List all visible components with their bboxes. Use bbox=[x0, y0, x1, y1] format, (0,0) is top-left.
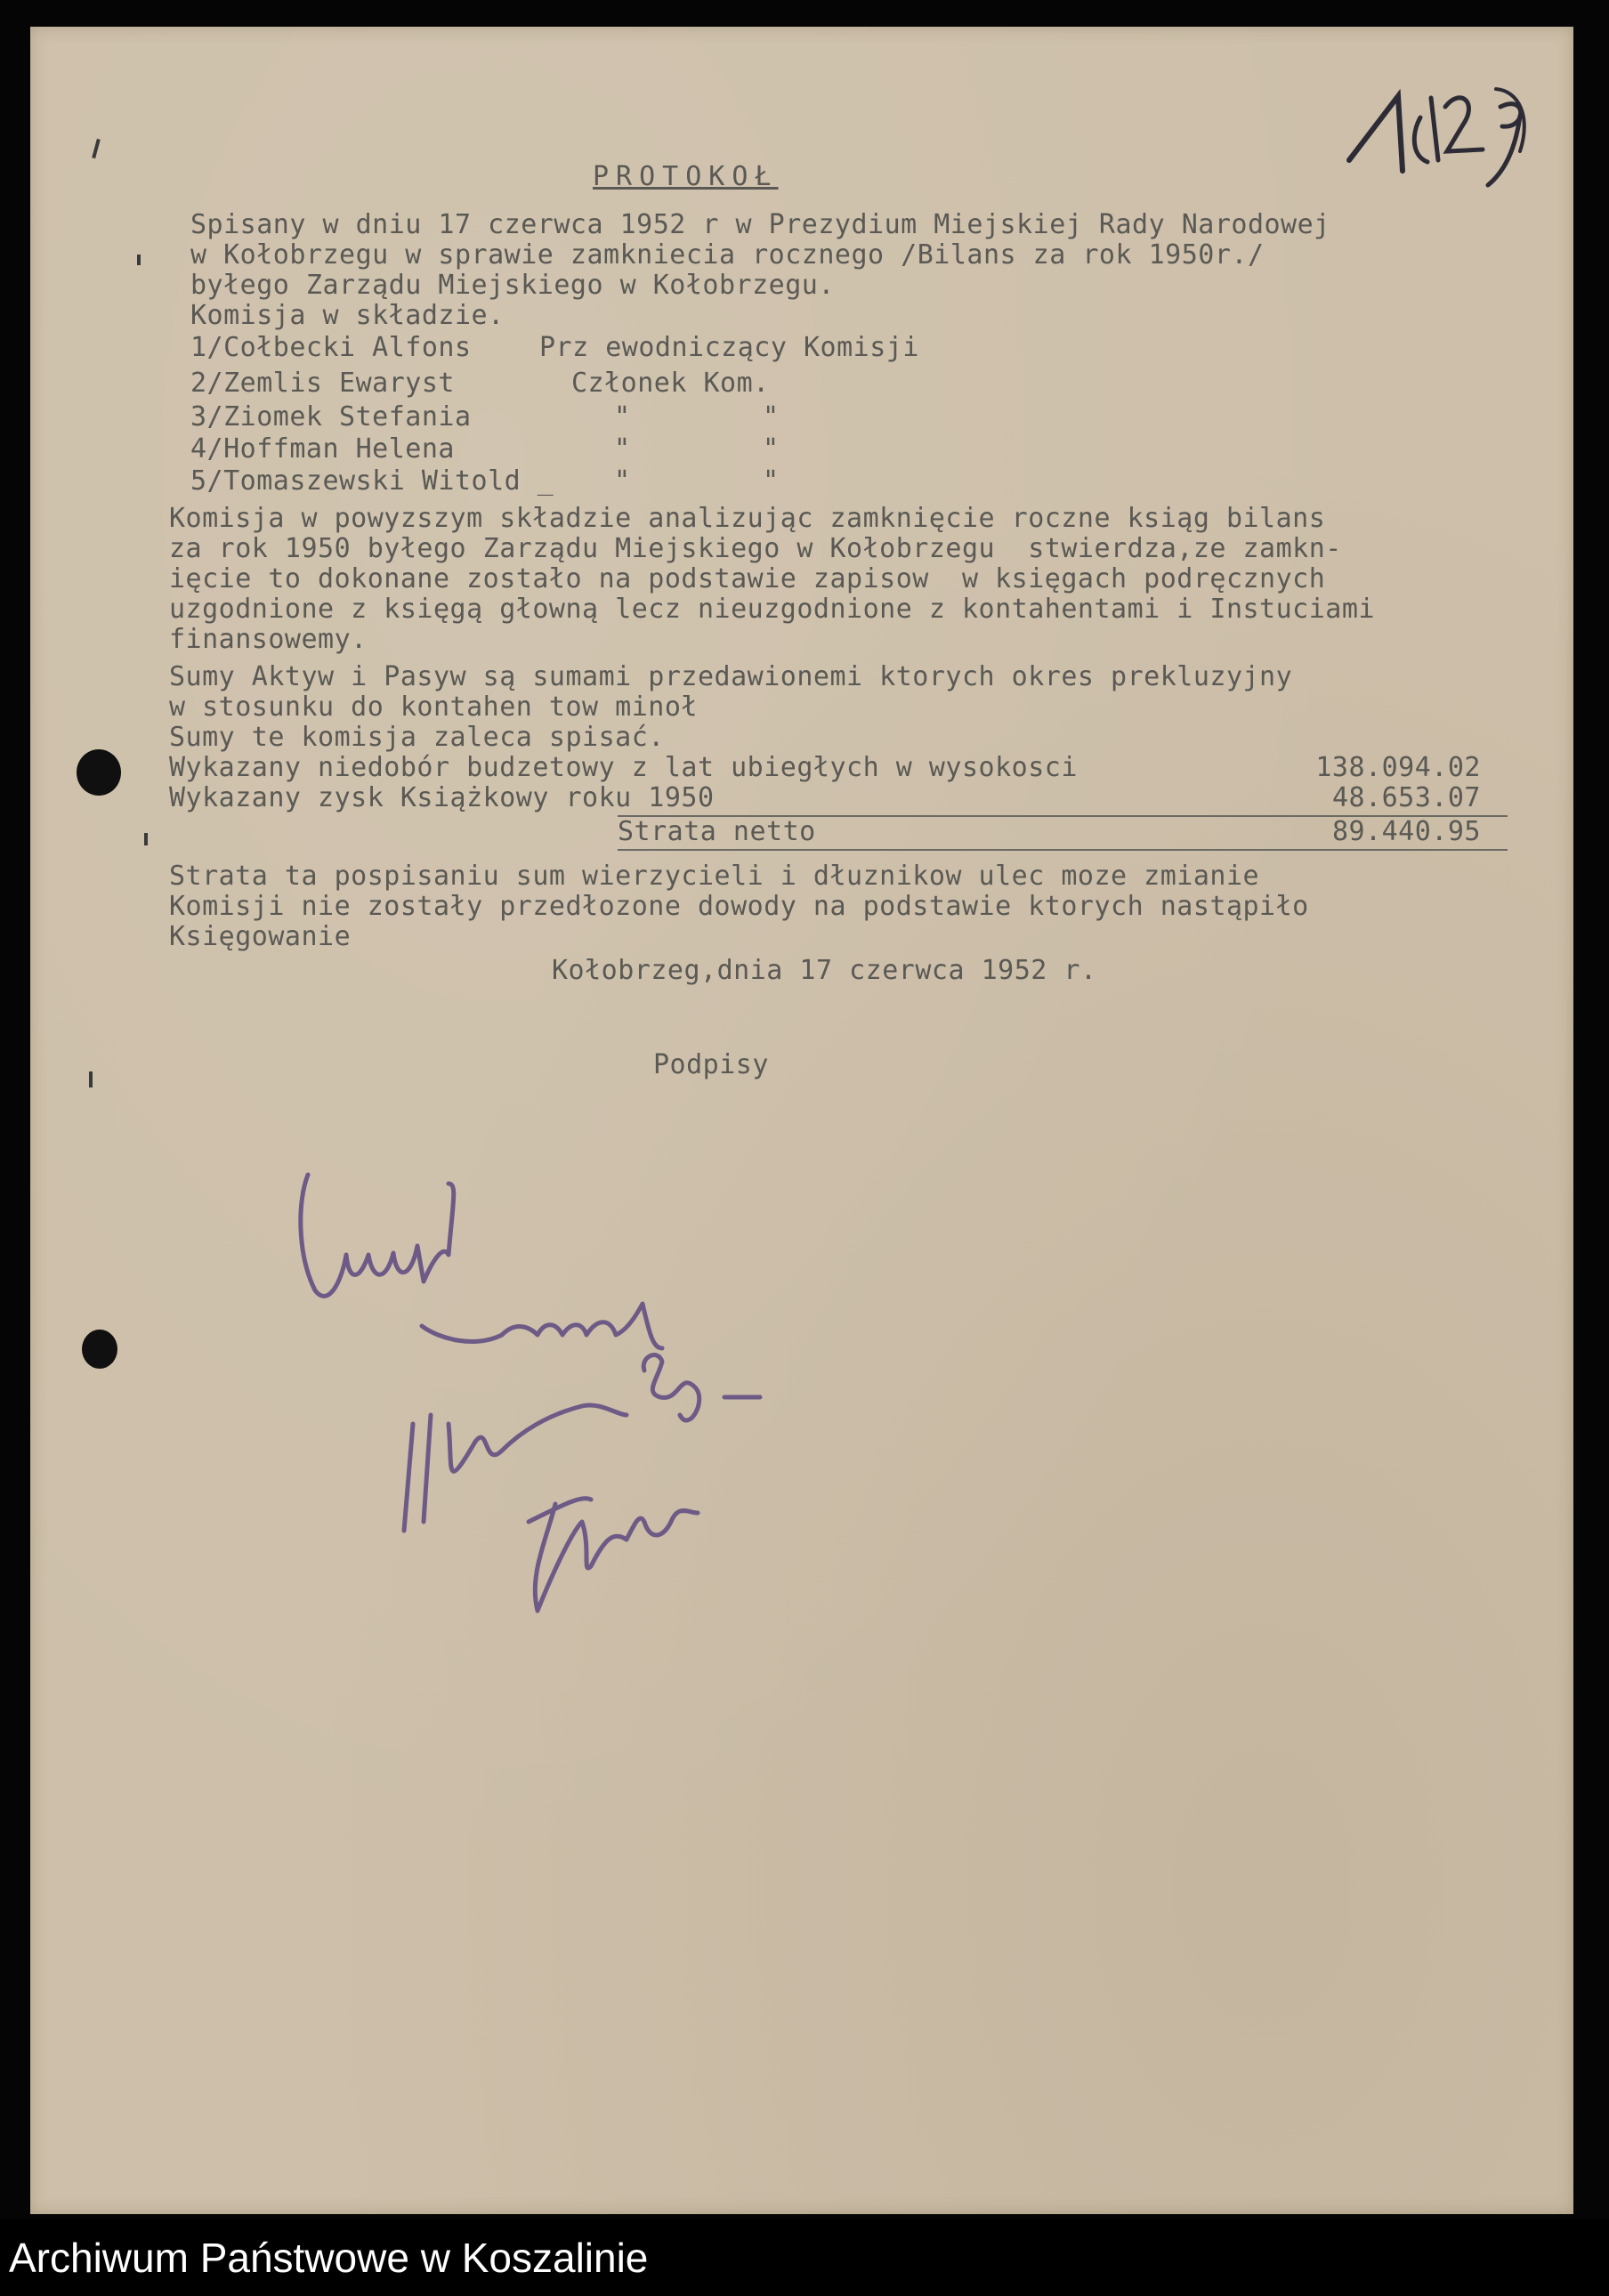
handwritten-signatures bbox=[262, 1148, 885, 1646]
signature-stroke bbox=[535, 1504, 698, 1611]
intro-line: byłego Zarządu Miejskiego w Kołobrzegu. bbox=[190, 270, 835, 301]
member-name: 3/Ziomek Stefania bbox=[190, 401, 472, 433]
financial-amount: 48.653.07 bbox=[1331, 782, 1481, 813]
signature-stroke bbox=[301, 1175, 454, 1296]
intro-line: w Kołobrzegu w sprawie zamkniecia rocznego /Bilans za rok 1950r./ bbox=[190, 239, 1265, 271]
member-name: 4/Hoffman Helena bbox=[190, 433, 455, 465]
archive-caption: Archiwum Państwowe w Koszalinie bbox=[0, 2219, 1609, 2296]
intro-line: Spisany w dniu 17 czerwca 1952 r w Prezydium Miejskiej Rady Narodowej bbox=[190, 209, 1330, 240]
financial-label: Wykazany zysk Książkowy roku 1950 bbox=[169, 782, 715, 813]
body-line: Sumy Aktyw i Pasyw są sumami przedawionemi ktorych okres prekluzyjny bbox=[169, 661, 1293, 692]
member-role: Członek Kom. bbox=[571, 368, 770, 399]
financial-amount: 89.440.95 bbox=[1331, 816, 1481, 847]
signature-stroke bbox=[643, 1355, 760, 1420]
signatures-label: Podpisy bbox=[653, 1049, 769, 1080]
body-line: za rok 1950 byłego Zarządu Miejskiego w Kołobrzegu stwierdza,ze zamkn- bbox=[169, 533, 1342, 564]
punch-hole-bottom bbox=[82, 1330, 117, 1369]
financial-label: Strata netto bbox=[618, 816, 816, 847]
closing-line: Komisji nie zostały przedłozone dowody na podstawie ktorych nastąpiło bbox=[169, 891, 1309, 922]
member-role: " " bbox=[614, 433, 780, 465]
member-name: 2/Zemlis Ewaryst bbox=[190, 368, 455, 399]
member-role: " " bbox=[614, 401, 780, 433]
signature-stroke bbox=[529, 1499, 591, 1522]
financial-label: Wykazany niedobór budzetowy z lat ubiegłych w wysokosci bbox=[169, 752, 1078, 783]
edge-mark bbox=[144, 833, 148, 845]
body-line: w stosunku do kontahen tow minoł bbox=[169, 691, 698, 723]
body-line: ięcie to dokonane zostało na podstawie zapisow w księgach podręcznych bbox=[169, 563, 1326, 594]
edge-mark bbox=[89, 1071, 93, 1087]
member-name: 5/Tomaszewski Witold _ bbox=[190, 465, 554, 497]
document-page bbox=[30, 27, 1573, 2214]
punch-hole-top bbox=[77, 749, 121, 796]
edge-mark bbox=[137, 255, 141, 265]
archive-number-handwritten bbox=[1314, 53, 1545, 205]
closing-line: Księgowanie bbox=[169, 921, 352, 952]
sum-rule bbox=[618, 849, 1508, 851]
intro-line: Komisja w składzie. bbox=[190, 300, 505, 331]
member-role: " " bbox=[614, 465, 780, 497]
document-title: PROTOKOŁ bbox=[593, 161, 779, 192]
closing-line: Strata ta pospisaniu sum wierzycieli i dłuznikow ulec moze zmianie bbox=[169, 861, 1260, 892]
signature-stroke bbox=[404, 1405, 627, 1531]
body-line: Komisja w powyzszym składzie analizując zamknięcie roczne ksiąg bilans bbox=[169, 503, 1326, 534]
signature-stroke bbox=[422, 1304, 662, 1348]
body-line: uzgodnione z księgą głowną lecz nieuzgodnione z kontahentami i Instuciami bbox=[169, 594, 1375, 625]
member-role: Prz ewodniczący Komisji bbox=[539, 332, 919, 363]
member-name: 1/Cołbecki Alfons bbox=[190, 332, 472, 363]
financial-amount: 138.094.02 bbox=[1315, 752, 1481, 783]
place-date: Kołobrzeg,dnia 17 czerwca 1952 r. bbox=[552, 955, 1097, 986]
body-line: Sumy te komisja zaleca spisać. bbox=[169, 722, 665, 753]
body-line: finansowemy. bbox=[169, 624, 368, 655]
edge-mark bbox=[92, 139, 101, 158]
